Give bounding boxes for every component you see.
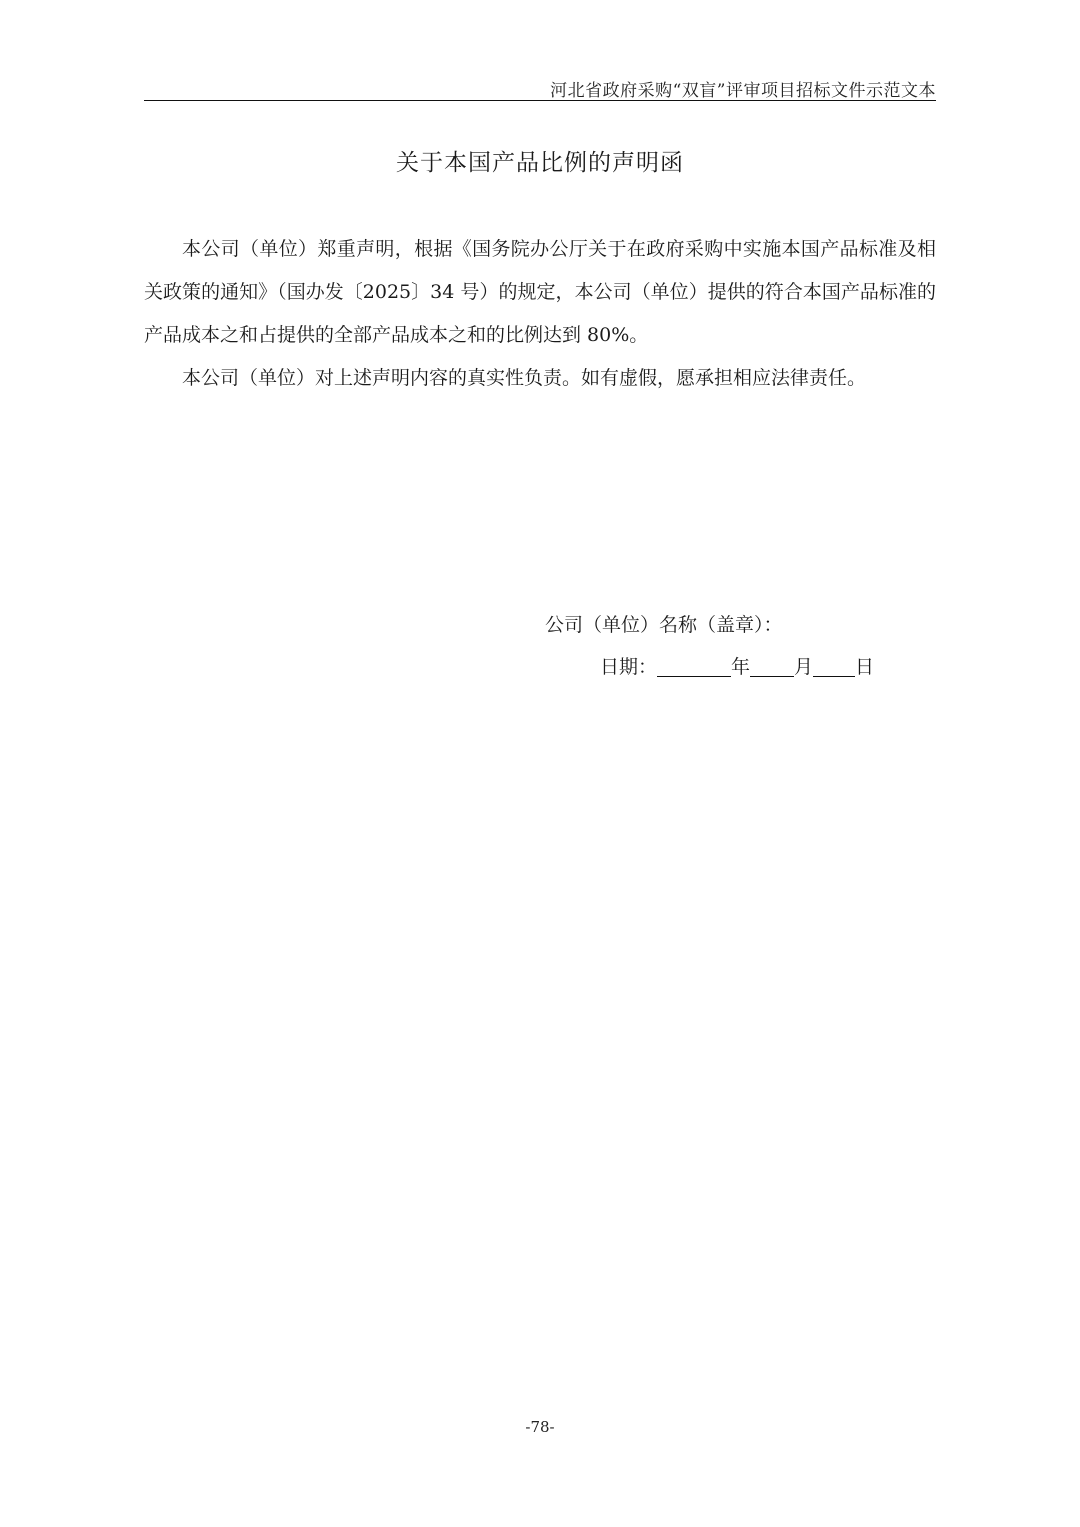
month-label: 月 [794,656,814,678]
declaration-paragraph-2: 本公司（单位）对上述声明内容的真实性负责。如有虚假，愿承担相应法律责任。 [182,367,867,389]
declaration-body [144,228,936,400]
year-blank [657,654,731,677]
page-number: -78- [525,1418,555,1436]
document-title: 关于本国产品比例的声明函 [396,150,684,176]
date-label: 日期： [600,656,658,678]
declaration-paragraph-1: 本公司（单位）郑重声明，根据《国务院办公厅关于在政府采购中实施本国产品标准及相关政策的通知》（国办发〔2025〕34 号）的规定，本公司（单位）提供的符合本国产品标准的产品成本之和占提供的全部产品成本之和的比例达到 80%。 [144,238,936,346]
year-label: 年 [731,656,751,678]
date-line [600,652,874,679]
header-divider [144,100,936,101]
month-blank [750,654,794,677]
day-label: 日 [855,656,875,678]
day-blank [813,654,855,677]
running-header: 河北省政府采购“双盲”评审项目招标文件示范文本 [550,81,936,101]
company-name-line: 公司（单位）名称（盖章）： [545,614,783,636]
